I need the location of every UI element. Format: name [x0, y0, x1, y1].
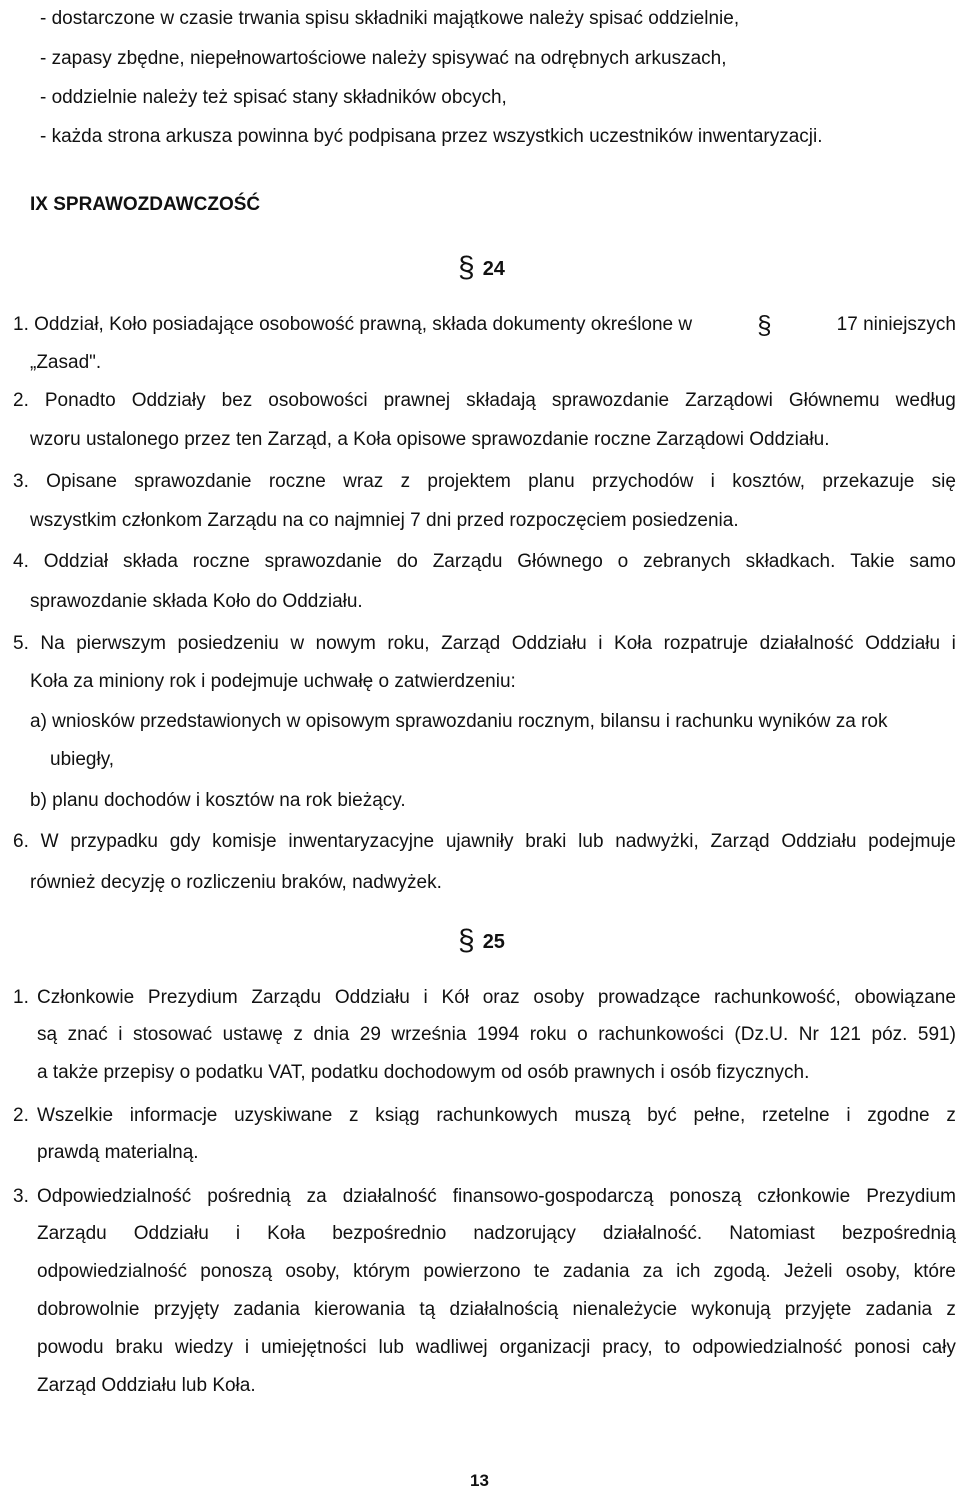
word: lub — [378, 1337, 404, 1358]
word: prawnej — [383, 390, 451, 411]
word: Oddziału — [511, 633, 587, 654]
word: o — [617, 551, 629, 572]
paragraph-25-3-line — [37, 1336, 956, 1360]
word: o — [577, 1024, 588, 1045]
word: finansowo-gospodarczą — [452, 1186, 654, 1207]
word: powodu — [37, 1337, 104, 1358]
word: członkowie — [757, 1186, 851, 1207]
paragraph-24-5-line: Koła za miniony rok i podejmuje uchwałę o zatwierdzeniu: — [30, 671, 516, 692]
word: i — [118, 1024, 123, 1045]
word: roku, — [387, 633, 430, 654]
word: prowadzące — [597, 987, 701, 1008]
word: i — [423, 987, 428, 1008]
paragraph-24-1-line: „Zasad". — [30, 352, 102, 373]
word: przychodów — [591, 471, 694, 492]
word: z — [400, 471, 411, 492]
word: roku — [529, 1024, 567, 1045]
paragraph-25-2-line — [37, 1104, 956, 1128]
word: z — [349, 1105, 359, 1126]
word: 4. — [13, 551, 29, 572]
paragraph-24-5-line — [13, 632, 956, 656]
word: składa — [122, 551, 178, 572]
list-item-a: a) wniosków przedstawionych w opisowym sprawozdaniu rocznym, bilansu i rachunku wyników za rok — [30, 711, 888, 732]
word: i — [846, 1105, 851, 1126]
word: inwentaryzacyjne — [288, 831, 435, 852]
word: zgodą. — [713, 1261, 771, 1282]
word: to — [664, 1337, 681, 1358]
word: wykonują — [691, 1299, 771, 1320]
word: Odpowiedzialność — [37, 1186, 192, 1207]
word: zadania — [562, 1261, 630, 1282]
word: Jeżeli — [783, 1261, 833, 1282]
word: komisje — [212, 831, 277, 852]
word: powierzono — [423, 1261, 521, 1282]
word: Głównego — [517, 551, 603, 572]
intro-list-item: - oddzielnie należy też spisać stany składników obcych, — [40, 87, 507, 108]
word: przekazuje — [822, 471, 915, 492]
paragraph-25-3-line: Zarząd Oddziału lub Koła. — [37, 1375, 256, 1396]
word: działalnością — [449, 1299, 559, 1320]
word: posiedzeniu — [177, 633, 279, 654]
list-item-a: ubiegły, — [50, 749, 115, 770]
word: organizacji — [499, 1337, 591, 1358]
word: roczne — [192, 551, 250, 572]
word: składkach. — [745, 551, 836, 572]
word: kierowania — [314, 1299, 406, 1320]
word: z — [946, 1105, 956, 1126]
paragraph-25-2-line: prawdą materialną. — [37, 1142, 199, 1163]
word: pracy, — [602, 1337, 653, 1358]
word: zadania — [233, 1299, 300, 1320]
word: samo — [909, 551, 956, 572]
word: być — [647, 1105, 677, 1126]
intro-list-item: - każda strona arkusza powinna być podpisana przez wszystkich uczestników inwentaryzacji. — [40, 126, 823, 147]
word: ponosi — [854, 1337, 911, 1358]
word: działalność — [342, 1186, 437, 1207]
section-number: 24 — [482, 258, 505, 280]
word: Prezydium — [147, 987, 238, 1008]
word: bez — [221, 390, 253, 411]
word: Zarządu — [251, 987, 322, 1008]
paragraph-24-3-line: wszystkim członkom Zarządu na co najmniej 7 dni przed rozpoczęciem posiedzenia. — [30, 510, 739, 531]
intro-list-item: - dostarczone w czasie trwania spisu składniki majątkowe należy spisać oddzielnie, — [40, 8, 740, 29]
word: i — [598, 633, 603, 654]
paragraph-25-1-line — [37, 986, 956, 1010]
word: umiejętności — [261, 1337, 367, 1358]
word: kosztów, — [732, 471, 806, 492]
word: i — [710, 471, 715, 492]
word: Takie — [850, 551, 895, 572]
word: lub — [578, 831, 604, 852]
section-24-heading — [458, 251, 505, 284]
word: gdy — [169, 831, 201, 852]
word: sprawozdanie — [134, 471, 252, 492]
word: Zarządu — [37, 1223, 107, 1244]
word: te — [533, 1261, 550, 1282]
word: Koła — [267, 1223, 306, 1244]
word: informacje — [129, 1105, 218, 1126]
word: braki — [525, 831, 567, 852]
paragraph-25-1-line — [37, 1023, 956, 1047]
word: dobrowolnie — [37, 1299, 140, 1320]
word: roczne — [268, 471, 326, 492]
word: (Dz.U. — [734, 1024, 789, 1045]
word: braku — [115, 1337, 163, 1358]
word: Kół — [441, 987, 469, 1008]
word: Natomiast — [729, 1223, 815, 1244]
paragraph-24-6-line — [13, 830, 956, 854]
word: rzetelne — [762, 1105, 830, 1126]
word: ich — [676, 1261, 701, 1282]
word: Oddziału — [133, 1223, 209, 1244]
word: rachunkowych — [436, 1105, 558, 1126]
paragraph-25-3-line — [37, 1260, 956, 1284]
word: według — [895, 390, 956, 411]
paragraph-number: 1. — [13, 987, 29, 1008]
section-symbol: § — [757, 310, 772, 340]
word: cały — [922, 1337, 956, 1358]
word: osoby, — [285, 1261, 340, 1282]
word: uzyskiwane — [234, 1105, 333, 1126]
word: pierwszym — [76, 633, 166, 654]
paragraph-25-3-line — [37, 1185, 956, 1209]
section-25-heading — [458, 924, 505, 957]
word: z — [293, 1024, 303, 1045]
word: września — [391, 1024, 467, 1045]
section-symbol: § — [458, 924, 475, 957]
word: 5. — [13, 633, 29, 654]
word: oraz — [482, 987, 520, 1008]
word: ujawniły — [445, 831, 514, 852]
word: 29 — [359, 1024, 381, 1045]
word: zadania — [865, 1299, 933, 1320]
word: ponoszą — [200, 1261, 273, 1282]
word: W — [40, 831, 59, 852]
word: Koła — [614, 633, 653, 654]
paragraph-24-6-line: również decyzję o rozliczeniu braków, nadwyżek. — [30, 872, 442, 893]
paragraph-24-4-line: sprawozdanie składa Koło do Oddziału. — [30, 591, 363, 612]
word: ksiąg — [375, 1105, 420, 1126]
word: ustawę — [222, 1024, 283, 1045]
word: z — [946, 1299, 956, 1320]
section-symbol: § — [458, 251, 475, 284]
word: i — [244, 1337, 250, 1358]
word: Na — [40, 633, 65, 654]
word: składają — [466, 390, 536, 411]
word: i — [951, 633, 956, 654]
word: 121 — [829, 1024, 861, 1045]
word: obowiązane — [854, 987, 956, 1008]
paragraph-number: 2. — [13, 1105, 29, 1126]
word: dnia — [313, 1024, 350, 1045]
word: się — [931, 471, 956, 492]
word: odpowiedzialność — [37, 1261, 187, 1282]
word: Prezydium — [866, 1186, 956, 1207]
word: do — [396, 551, 418, 572]
paragraph-number: 3. — [13, 1186, 29, 1207]
word: podejmuje — [868, 831, 956, 852]
word: wiedzy — [174, 1337, 233, 1358]
paragraph-25-3-line — [37, 1222, 956, 1246]
word: sprawozdanie — [551, 390, 670, 411]
word: Członkowie — [37, 987, 135, 1008]
word: nienależycie — [572, 1299, 678, 1320]
paragraph-24-2-line — [13, 389, 956, 413]
word: przyjęty — [153, 1299, 220, 1320]
word: tą — [419, 1299, 436, 1320]
word: osoby, — [845, 1261, 901, 1282]
word: planu — [528, 471, 575, 492]
word: Nr — [798, 1024, 819, 1045]
word: działalność — [759, 633, 854, 654]
paragraph-24-4-line — [13, 550, 956, 574]
word: wraz — [343, 471, 384, 492]
word: bezpośrednio — [332, 1223, 447, 1244]
word: przyjęte — [784, 1299, 852, 1320]
word: zgodne — [867, 1105, 930, 1126]
paragraph-24-3-line — [13, 470, 956, 494]
word: Oddziału — [334, 987, 410, 1008]
word: osobowości — [268, 390, 368, 411]
paragraph-25-3-line — [37, 1298, 956, 1322]
paragraph-24-1-line: 1. Oddział, Koło posiadające osobowość prawną, składa dokumenty określone w § 17 niniejszych — [13, 310, 956, 340]
word: odpowiedzialność — [692, 1337, 843, 1358]
paragraph-24-2-line: wzoru ustalonego przez ten Zarząd, a Koła opisowe sprawozdanie roczne Zarządowi Oddziału. — [30, 429, 830, 450]
word: za — [642, 1261, 663, 1282]
word: póz. — [871, 1024, 908, 1045]
word: Zarządu — [432, 551, 503, 572]
word: 1994 — [476, 1024, 520, 1045]
word: działalność. — [602, 1223, 703, 1244]
page-number: 13 — [470, 1471, 489, 1490]
word: muszą — [574, 1105, 631, 1126]
paragraph-25-1-line: a także przepisy o podatku VAT, podatku dochodowym od osób prawnych i osób fizycznych. — [37, 1062, 810, 1083]
word: Ponadto — [44, 390, 116, 411]
word: w — [290, 633, 305, 654]
word: Wszelkie — [37, 1105, 114, 1126]
word: pełne, — [693, 1105, 746, 1126]
word: rozpatruje — [663, 633, 749, 654]
intro-list-item: - zapasy zbędne, niepełnowartościowe należy spisywać na odrębnych arkuszach, — [40, 48, 727, 69]
word: i — [235, 1223, 241, 1244]
word: sprawozdanie — [264, 551, 382, 572]
word: nadzorujący — [473, 1223, 576, 1244]
word: rachunkowości — [598, 1024, 724, 1045]
word: znać — [67, 1024, 108, 1045]
word: 6. — [13, 831, 29, 852]
word: 2. — [13, 390, 29, 411]
word: 591) — [917, 1024, 956, 1045]
word: Głównemu — [788, 390, 880, 411]
word: Zarząd — [441, 633, 501, 654]
word: ponoszą — [669, 1186, 742, 1207]
word: Zarządowi — [685, 390, 773, 411]
word: Zarząd — [710, 831, 770, 852]
list-item-b: b) planu dochodów i kosztów na rok bieżący. — [30, 790, 406, 811]
word: są — [37, 1024, 58, 1045]
word: które — [913, 1261, 956, 1282]
word: 3. — [13, 471, 29, 492]
word: którym — [353, 1261, 411, 1282]
word: osoby — [533, 987, 585, 1008]
word: nowym — [315, 633, 376, 654]
word: pośrednią — [207, 1186, 291, 1207]
word: rachunkowość, — [714, 987, 841, 1008]
section-number: 25 — [482, 931, 505, 953]
word: Oddziału — [865, 633, 941, 654]
word: wadliwej — [415, 1337, 488, 1358]
word: Oddziały — [131, 390, 206, 411]
chapter-heading: IX SPRAWOZDAWCZOŚĆ — [30, 194, 261, 215]
word: Oddziału — [781, 831, 857, 852]
word: bezpośrednią — [841, 1223, 956, 1244]
word: projektem — [427, 471, 511, 492]
word: Oddział — [43, 551, 109, 572]
word: nadwyżki, — [615, 831, 699, 852]
word: przypadku — [70, 831, 158, 852]
word: zebranych — [643, 551, 731, 572]
word: za — [306, 1186, 327, 1207]
word: stosować — [132, 1024, 213, 1045]
word: Opisane — [46, 471, 117, 492]
